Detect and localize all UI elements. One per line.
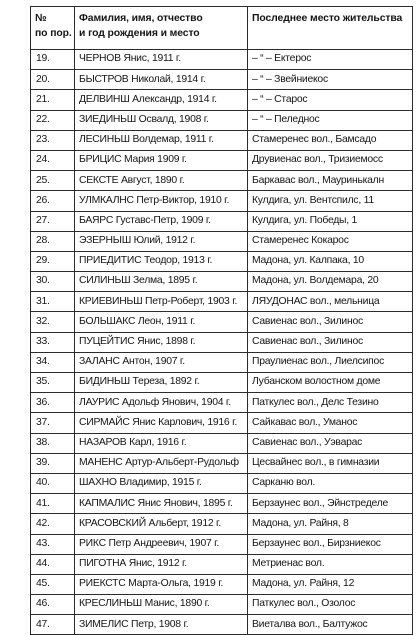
row-name: ДЕЛВИНШ Александр, 1914 г.: [75, 90, 248, 110]
row-number: 20.: [31, 70, 75, 90]
row-address: Баркавас вол., Мауринькалн: [248, 171, 413, 191]
table-row: [31, 150, 413, 170]
header-address-line1: Последнее место жительства: [252, 13, 403, 24]
row-name: КРАСОВСКИЙ Альберт, 1912 г.: [75, 514, 248, 534]
table-row: [31, 615, 413, 635]
table-row: [31, 292, 413, 312]
row-address: Виеталва вол., Балтужос: [248, 615, 413, 635]
row-number: 43.: [31, 534, 75, 554]
table-row: [31, 554, 413, 574]
row-name: БОЛЬШАКС Леон, 1911 г.: [75, 312, 248, 332]
row-name: МАНЕНС Артур-Альберт-Рудольф: [75, 453, 248, 473]
table-row: [31, 110, 413, 130]
row-number: 26.: [31, 191, 75, 211]
row-number: 38.: [31, 433, 75, 453]
row-address: Мадона, ул. Райня, 8: [248, 514, 413, 534]
row-address: – “ – Старос: [248, 90, 413, 110]
row-address: – “ – Пеледнос: [248, 110, 413, 130]
table-row: [31, 171, 413, 191]
header-number-line2: по пор.: [35, 28, 72, 39]
table-header-row: [31, 7, 413, 50]
row-address: Берзаунес вол., Эйнстределе: [248, 494, 413, 514]
row-name: ПУЦЕЙТИС Янис, 1898 г.: [75, 332, 248, 352]
table-row: [31, 534, 413, 554]
row-name: БЫСТРОВ Николай, 1914 г.: [75, 70, 248, 90]
table-row: [31, 130, 413, 150]
table-row: [31, 272, 413, 292]
row-address: Кулдига, ул. Победы, 1: [248, 211, 413, 231]
row-name: КРЕСЛИНЬШ Манис, 1890 г.: [75, 595, 248, 615]
table-row: [31, 473, 413, 493]
row-name: ЗАЛАНС Антон, 1907 г.: [75, 352, 248, 372]
row-name: УЛМКАЛНС Петр-Виктор, 1910 г.: [75, 191, 248, 211]
row-number: 27.: [31, 211, 75, 231]
row-address: Сайкавас вол., Уманос: [248, 413, 413, 433]
row-number: 29.: [31, 251, 75, 271]
row-number: 42.: [31, 514, 75, 534]
table-row: [31, 312, 413, 332]
row-name: ШАХНО Владимир, 1915 г.: [75, 473, 248, 493]
table-row: [31, 231, 413, 251]
row-address: – “ – Звейниекос: [248, 70, 413, 90]
header-name-line2: и год рождения и место: [79, 28, 200, 39]
row-number: 37.: [31, 413, 75, 433]
row-number: 33.: [31, 332, 75, 352]
row-number: 32.: [31, 312, 75, 332]
row-number: 28.: [31, 231, 75, 251]
table-row: [31, 373, 413, 393]
row-name: ЗИМЕЛИС Петр, 1908 г.: [75, 615, 248, 635]
row-address: Савиенас вол., Зилинос: [248, 332, 413, 352]
header-name-line1: Фамилия, имя, отчество: [79, 13, 203, 24]
row-name: ЧЕРНОВ Янис, 1911 г.: [75, 50, 248, 70]
row-number: 21.: [31, 90, 75, 110]
row-address: Берзаунес вол., Бирзниекос: [248, 534, 413, 554]
row-address: Савиенас вол., Зилинос: [248, 312, 413, 332]
row-name: НАЗАРОВ Карл, 1916 г.: [75, 433, 248, 453]
row-address: – “ – Ектерос: [248, 50, 413, 70]
row-number: 39.: [31, 453, 75, 473]
row-address: Савиенас вол., Уэварас: [248, 433, 413, 453]
row-name: СИЛИНЬШ Зелма, 1895 г.: [75, 272, 248, 292]
row-number: 23.: [31, 130, 75, 150]
row-name: ЭЗЕРНЫШ Юлий, 1912 г.: [75, 231, 248, 251]
row-number: 47.: [31, 615, 75, 635]
table-row: [31, 191, 413, 211]
table-row: [31, 413, 413, 433]
header-number-line1: №: [35, 13, 47, 24]
row-address: Паткулес вол., Озолос: [248, 595, 413, 615]
table-row: [31, 70, 413, 90]
row-name: СЕКСТЕ Август, 1890 г.: [75, 171, 248, 191]
row-name: РИЕКСТС Марта-Ольга, 1919 г.: [75, 574, 248, 594]
row-address: Кулдига, ул. Вентспилс, 11: [248, 191, 413, 211]
row-number: 30.: [31, 272, 75, 292]
row-address: Стамеренес вол., Бамсадо: [248, 130, 413, 150]
table-row: [31, 90, 413, 110]
row-name: БРИЦИС Мария 1909 г.: [75, 150, 248, 170]
row-number: 34.: [31, 352, 75, 372]
row-number: 24.: [31, 150, 75, 170]
table-row: [31, 50, 413, 70]
table-row: [31, 514, 413, 534]
row-number: 31.: [31, 292, 75, 312]
row-address: Мадона, ул. Волдемара, 20: [248, 272, 413, 292]
table-row: [31, 211, 413, 231]
table-row: [31, 393, 413, 413]
row-address: Праулиенас вол., Лиелсипос: [248, 352, 413, 372]
row-name: БАЯРС Густавс-Петр, 1909 г.: [75, 211, 248, 231]
table-row: [31, 251, 413, 271]
row-name: ЛАУРИС Адольф Янович, 1904 г.: [75, 393, 248, 413]
row-address: Метриенас вол.: [248, 554, 413, 574]
table-row: [31, 595, 413, 615]
table-row: [31, 352, 413, 372]
row-number: 41.: [31, 494, 75, 514]
row-address: Стамеренес Кокарос: [248, 231, 413, 251]
header-number: [31, 7, 75, 50]
table-row: [31, 433, 413, 453]
row-number: 40.: [31, 473, 75, 493]
table-row: [31, 332, 413, 352]
header-name: [75, 7, 248, 50]
row-number: 44.: [31, 554, 75, 574]
table-body: [31, 50, 413, 635]
row-number: 46.: [31, 595, 75, 615]
table-row: [31, 453, 413, 473]
row-name: ПРИЕДИТИС Теодор, 1913 г.: [75, 251, 248, 271]
row-number: 22.: [31, 110, 75, 130]
row-number: 45.: [31, 574, 75, 594]
row-name: БИДИНЬШ Тереза, 1892 г.: [75, 373, 248, 393]
row-name: ПИГОТНА Янис, 1912 г.: [75, 554, 248, 574]
row-name: КРИЕВИНЬШ Петр-Роберт, 1903 г.: [75, 292, 248, 312]
row-address: Мадона, ул. Райня, 12: [248, 574, 413, 594]
table-row: [31, 494, 413, 514]
row-name: КАПМАЛИС Янис Янович, 1895 г.: [75, 494, 248, 514]
table-row: [31, 574, 413, 594]
row-number: 35.: [31, 373, 75, 393]
row-address: Мадона, ул. Калпака, 10: [248, 251, 413, 271]
row-address: Лубанском волостном доме: [248, 373, 413, 393]
row-number: 36.: [31, 393, 75, 413]
row-address: Паткулес вол., Делс Тезино: [248, 393, 413, 413]
document-page: [30, 6, 412, 635]
row-name: СИРМАЙС Янис Карлович, 1916 г.: [75, 413, 248, 433]
header-address: [248, 7, 413, 50]
victims-table: [30, 6, 413, 635]
row-address: Сарканю вол.: [248, 473, 413, 493]
row-address: Цесвайнес вол., в гимназии: [248, 453, 413, 473]
row-name: ЛЕСИНЬШ Волдемар, 1911 г.: [75, 130, 248, 150]
row-name: РИКС Петр Андреевич, 1907 г.: [75, 534, 248, 554]
row-address: Друвиенас вол., Тризиемосс: [248, 150, 413, 170]
row-number: 19.: [31, 50, 75, 70]
row-name: ЗИЕДИНЬШ Освалд, 1908 г.: [75, 110, 248, 130]
row-address: ЛЯУДОНАС вол., мельница: [248, 292, 413, 312]
row-number: 25.: [31, 171, 75, 191]
